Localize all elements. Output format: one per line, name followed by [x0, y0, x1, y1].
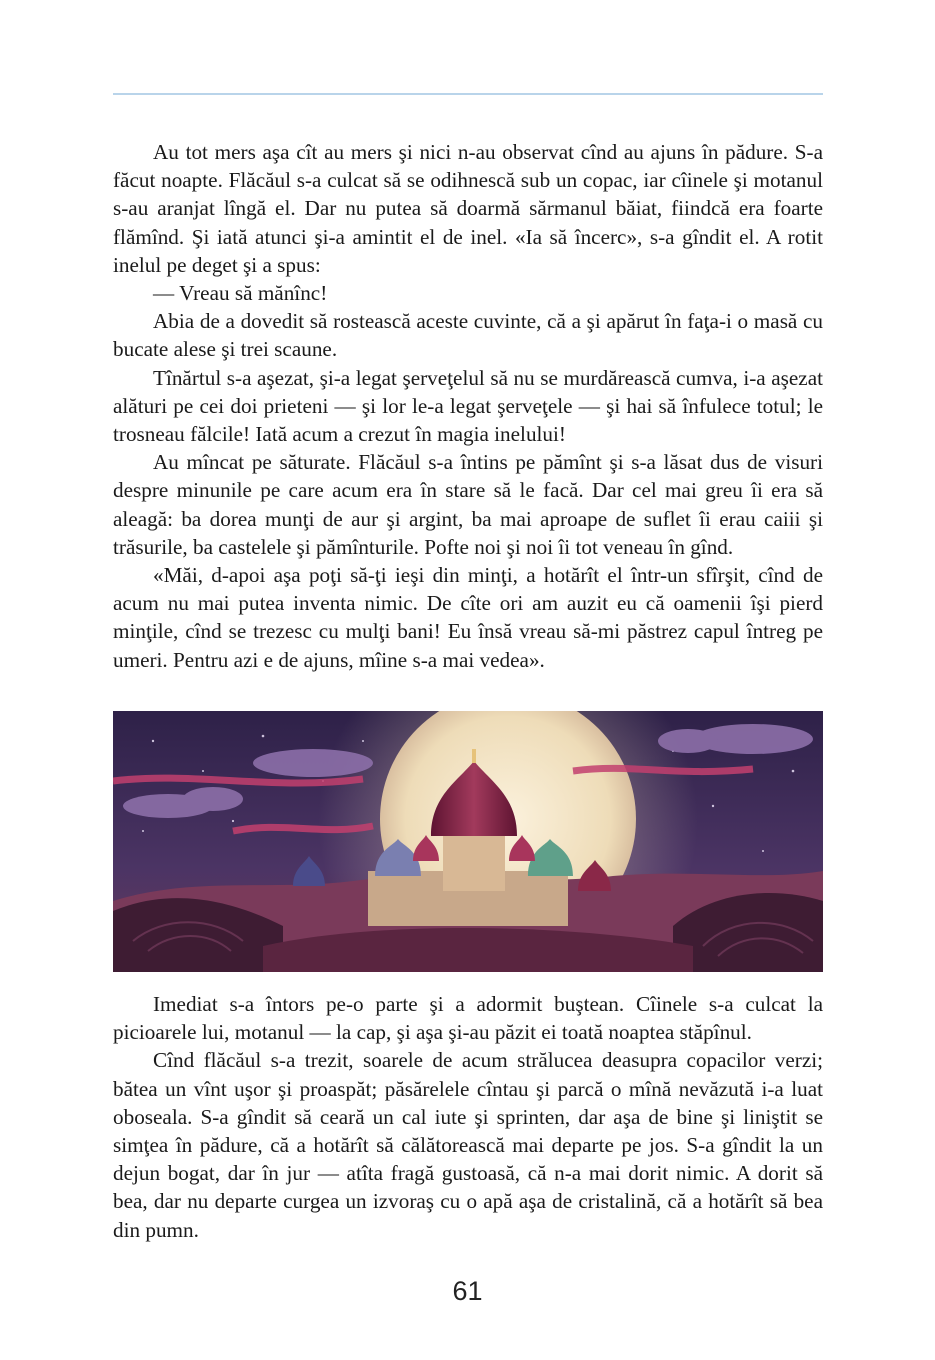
page-number: 61: [452, 1276, 483, 1306]
paragraph: «Măi, d-apoi aşa poţi să-ţi ieşi din minţi, a hotărît el într-un sfîrşit, cînd de acum nu mai putea inventa nimic. De cîte ori am auzit eu că oamenii îşi pierd minţile, cînd se trezesc cu mulţi bani! Eu însă vreau să-mi păstrez capul întreg pe umeri. Pentru azi e de ajuns, mîine s-a mai vedea».: [113, 563, 823, 672]
palace-night-illustration: [113, 711, 823, 972]
header-rule: [113, 93, 823, 95]
paragraph: Tînărtul s-a aşezat, şi-a legat şerveţelul să nu se murdărească cumva, i-a aşezat alături pe cei doi prieteni — şi lor le-a legat şerveţele — şi hai să înfulece totul; le trosneau fălcile! Iată acum a crezut în magia inelului!: [113, 365, 823, 447]
paragraph: Au mîncat pe săturate. Flăcăul s-a întins pe pămînt şi s-a lăsat dus de visuri despre minunile pe care acum era în stare să le facă. Dar cel mai greu îi era să aleagă: ba dorea munţi de aur şi argint, ba mai aproape de suflet îi erau caiii şi trăsurile, ba castelele şi pămînturile. Pofte noi şi noi îi tot veneau în gînd.: [113, 450, 823, 559]
paragraph: Imediat s-a întors pe-o parte şi a adormit buştean. Cîinele s-a culcat la picioarele lui, motanul — la cap, şi aşa şi-au păzit ei toată noaptea stăpînul.: [113, 992, 823, 1045]
text-block-bottom: [113, 990, 823, 1244]
text-block-top: [113, 138, 823, 674]
paragraph: — Vreau să mănînc!: [153, 281, 328, 306]
paragraph: Abia de a dovedit să rostească aceste cuvinte, că a şi apărut în faţa-i o masă cu bucate alese şi trei scaune.: [113, 309, 823, 362]
paragraph: Cînd flăcăul s-a trezit, soarele de acum strălucea deasupra copacilor verzi; bătea un vînt uşor şi proaspăt; păsărelele cîntau şi parcă o mînă nevăzută i-a luat oboseala. S-a gîndit să ceară un cal iute şi sprinten, dar aşa de bine şi liniştit se simţea în pădure, că a hotărît să călătorească mai departe pe jos. S-a gîndit la un dejun bogat, dar în jur — atîta fragă gustoasă, că n-a mai dorit nimic. A dorit să bea, dar nu departe curgea un izvoraş cu o apă aşa de cristalină, că a hotărît să bea din pumn.: [113, 1048, 823, 1242]
paragraph: Au tot mers aşa cît au mers şi nici n-au observat cînd au ajuns în pădure. S-a făcut noapte. Flăcăul s-a culcat să se odihnescă sub un copac, iar cîinele şi motanul s-au aranjat lîngă el. Dar nu putea să doarmă sărmanul băiat, fiindcă era foarte flămînd. Şi iată atunci şi-a amintit el de inel. «Ia să încerc», s-a gîndit el. A rotit inelul pe deget şi a spus:: [113, 140, 823, 277]
